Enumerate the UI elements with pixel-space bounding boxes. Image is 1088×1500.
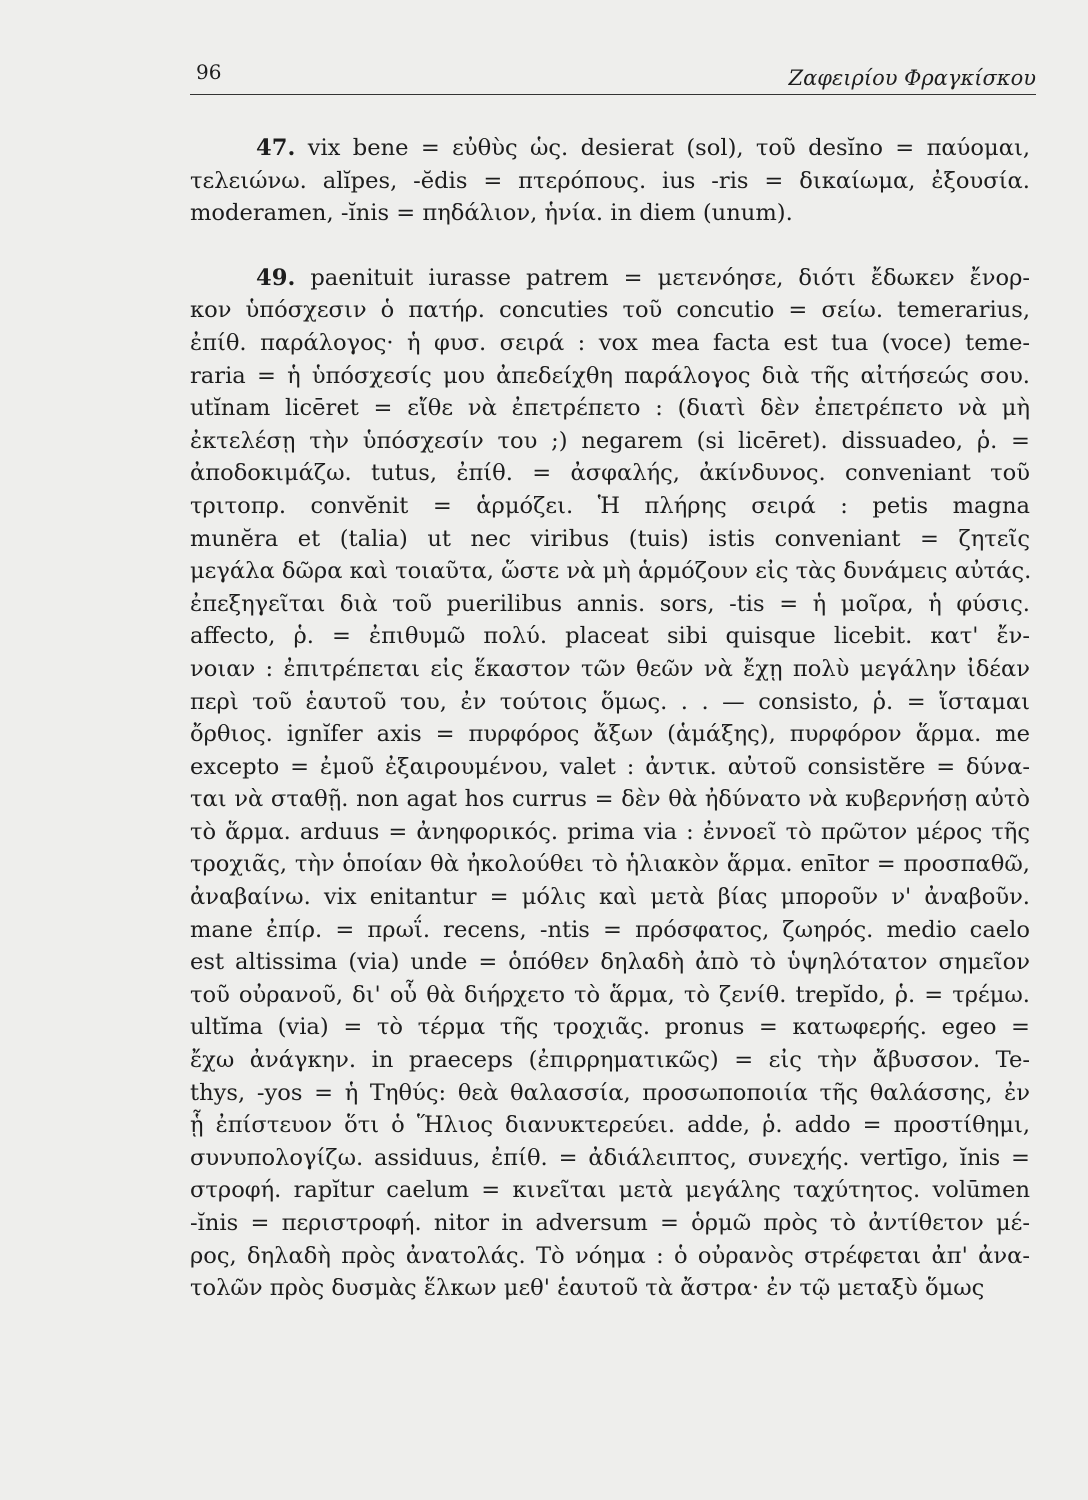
line-text: ἐπεξηγεῖται διὰ τοῦ puerilibus annis. sors, -tis = ἡ μοῖρα, ἡ φύσις. [190, 590, 1030, 617]
text-line [190, 294, 1030, 327]
line-text: moderamen, -ĭnis = πηδάλιον, ἡνία. in diem (unum). [190, 200, 793, 227]
line-text: τροχιᾶς, τὴν ὁποίαν θὰ ἠκολούθει τὸ ἡλιακὸν ἅρμα. enītor = προσπαθῶ, [190, 851, 1030, 878]
text-line [190, 1142, 1030, 1175]
line-text: munĕra et (talia) ut nec viribus (tuis) istis conveniant = ζητεῖς [190, 525, 1030, 552]
line-text: paenituit iurasse patrem = μετενόησε, διότι ἔδωκεν ἔνορ- [310, 264, 1030, 291]
text-line [190, 1174, 1030, 1207]
text-line [190, 165, 1030, 198]
line-text: affecto, ῥ. = ἐπιθυμῶ πολύ. placeat sibi quisque licebit. κατ' ἔν- [190, 623, 1030, 650]
text-line [190, 490, 1030, 523]
text-line [190, 718, 1030, 751]
text-line [190, 1272, 1030, 1305]
line-text: ᾗ ἐπίστευον ὅτι ὁ Ἥλιος διανυκτερεύει. adde, ῥ. addo = προστίθημι, [190, 1112, 1030, 1139]
line-text: ἐκτελέσῃ τὴν ὑπόσχεσίν του ;) negarem (si licēret). dissuadeo, ῥ. = [190, 427, 1030, 454]
line-text: νοιαν : ἐπιτρέπεται εἰς ἕκαστον τῶν θεῶν νὰ ἔχῃ πολὺ μεγάλην ἰδέαν [190, 655, 1030, 682]
text-line [190, 555, 1030, 588]
text-line [190, 1044, 1030, 1077]
paragraph-number: 49. [256, 264, 296, 291]
line-text: ἀποδοκιμάζω. tutus, ἐπίθ. = ἀσφαλής, ἀκίνδυνος. conveniant τοῦ [190, 460, 1030, 487]
paragraph-number: 47. [256, 135, 296, 161]
line-text: περὶ τοῦ ἑαυτοῦ του, ἐν τούτοις ὅμως. . . — consisto, ῥ. = ἵσταμαι [190, 688, 1030, 715]
text-line [190, 1011, 1030, 1044]
line-text: -ĭnis = περιστροφή. nitor in adversum = ὁρμῶ πρὸς τὸ ἀντίθετον μέ- [190, 1210, 1030, 1236]
text-line [190, 360, 1030, 393]
text-line [190, 132, 1030, 165]
line-text: excepto = ἐμοῦ ἐξαιρουμένου, valet : ἀντικ. αὐτοῦ consistĕre = δύνα- [190, 753, 1030, 780]
line-text: thys, -yos = ἡ Τηθύς: θεὰ θαλασσία, προσωποποιία τῆς θαλάσσης, ἐν [190, 1079, 1030, 1106]
line-text: μεγάλα δῶρα καὶ τοιαῦτα, ὥστε νὰ μὴ ἁρμόζουν εἰς τὰς δυνάμεις αὐτάς. [190, 558, 1032, 585]
text-line [190, 881, 1030, 914]
line-text: ultĭma (via) = τὸ τέρμα τῆς τροχιᾶς. pronus = κατωφερής. egeo = [190, 1014, 1030, 1041]
text-line [190, 392, 1030, 425]
line-text: vix bene = εὐθὺς ὡς. desierat (sol), τοῦ desĭno = παύομαι, [307, 135, 1031, 161]
line-text: est altissima (via) unde = ὁπόθεν δηλαδὴ ἀπὸ τὸ ὑψηλότατον σημεῖον [190, 949, 1030, 976]
page-header [190, 58, 1036, 95]
line-text: τελειώνω. alĭpes, -ĕdis = πτερόπους. ius -ris = δικαίωμα, ἐξουσία. [190, 167, 1030, 194]
line-text: ἀναβαίνω. vix enitantur = μόλις καὶ μετὰ βίας μποροῦν ν' ἀναβοῦν. [190, 884, 1030, 911]
text-line [190, 620, 1030, 653]
text-line [190, 523, 1030, 556]
text-line [190, 588, 1030, 621]
text-line [190, 327, 1030, 360]
line-text: ρος, δηλαδὴ πρὸς ἀνατολάς. Τὸ νόημα : ὁ οὐρανὸς στρέφεται ἀπ' ἀνα- [190, 1242, 1030, 1269]
line-text: τοῦ οὐρανοῦ, δι' οὗ θὰ διήρχετο τὸ ἅρμα, τὸ ζενίθ. trepĭdo, ῥ. = τρέμω. [190, 981, 1030, 1008]
text-line [190, 751, 1030, 784]
line-text: ἐπίθ. παράλογος· ἡ φυσ. σειρά : vox mea facta est tua (voce) teme- [190, 329, 1030, 356]
text-line [190, 653, 1030, 686]
text-line [190, 686, 1030, 719]
line-text: utĭnam licēret = εἴθε νὰ ἐπετρέπετο : (διατὶ δὲν ἐπετρέπετο νὰ μὴ [190, 395, 1030, 422]
text-line [190, 457, 1030, 490]
page-number: 96 [196, 60, 222, 84]
line-text: τολῶν πρὸς δυσμὰς ἕλκων μεθ' ἑαυτοῦ τὰ ἄστρα· ἐν τῷ μεταξὺ ὅμως [190, 1275, 985, 1302]
text-line [190, 816, 1030, 849]
text-line [190, 425, 1030, 458]
text-line [190, 1077, 1030, 1110]
line-text: ἔχω ἀνάγκην. in praeceps (ἐπιρρηματικῶς) = εἰς τὴν ἄβυσσον. Te- [190, 1047, 1030, 1074]
line-text: κον ὑπόσχεσιν ὁ πατήρ. concuties τοῦ concutio = σείω. temerarius, [190, 297, 1030, 324]
text-line [190, 848, 1030, 881]
text-line [190, 783, 1030, 816]
text-line [190, 946, 1030, 979]
paragraph-47 [190, 132, 1030, 230]
text-line [190, 197, 1030, 230]
line-text: τριτοπρ. convĕnit = ἁρμόζει. Ἡ πλήρης σειρά : petis magna [190, 492, 1030, 519]
line-text: ται νὰ σταθῇ. non agat hos currus = δὲν θὰ ἠδύνατο νὰ κυβερνήσῃ αὐτὸ [190, 786, 1030, 813]
line-text: raria = ἡ ὑπόσχεσίς μου ἀπεδείχθη παράλογος διὰ τῆς αἰτήσεώς σου. [190, 362, 1030, 389]
text-line [190, 1109, 1030, 1142]
text-line [190, 914, 1030, 947]
line-text: τὸ ἅρμα. arduus = ἀνηφορικός. prima via : ἐννοεῖ τὸ πρῶτον μέρος τῆς [190, 818, 1030, 845]
line-text: ὄρθιος. ignĭfer axis = πυρφόρος ἄξων (ἁμάξης), πυρφόρον ἅρμα. me [190, 721, 1030, 748]
text-line [190, 262, 1030, 295]
line-text: mane ἐπίρ. = πρωΐ. recens, -ntis = πρόσφατος, ζωηρός. medio caelo [190, 916, 1030, 943]
paragraph-49 [190, 262, 1030, 1305]
line-text: συνυπολογίζω. assiduus, ἐπίθ. = ἀδιάλειπτος, συνεχής. vertīgo, ĭnis = [190, 1144, 1030, 1171]
text-line [190, 1240, 1030, 1273]
running-title: Ζαφειρίου Φραγκίσκου [788, 66, 1036, 90]
text-line [190, 1207, 1030, 1240]
line-text: στροφή. rapĭtur caelum = κινεῖται μετὰ μεγάλης ταχύτητος. volūmen [190, 1177, 1030, 1204]
body-text [190, 132, 1030, 1305]
text-line [190, 979, 1030, 1012]
